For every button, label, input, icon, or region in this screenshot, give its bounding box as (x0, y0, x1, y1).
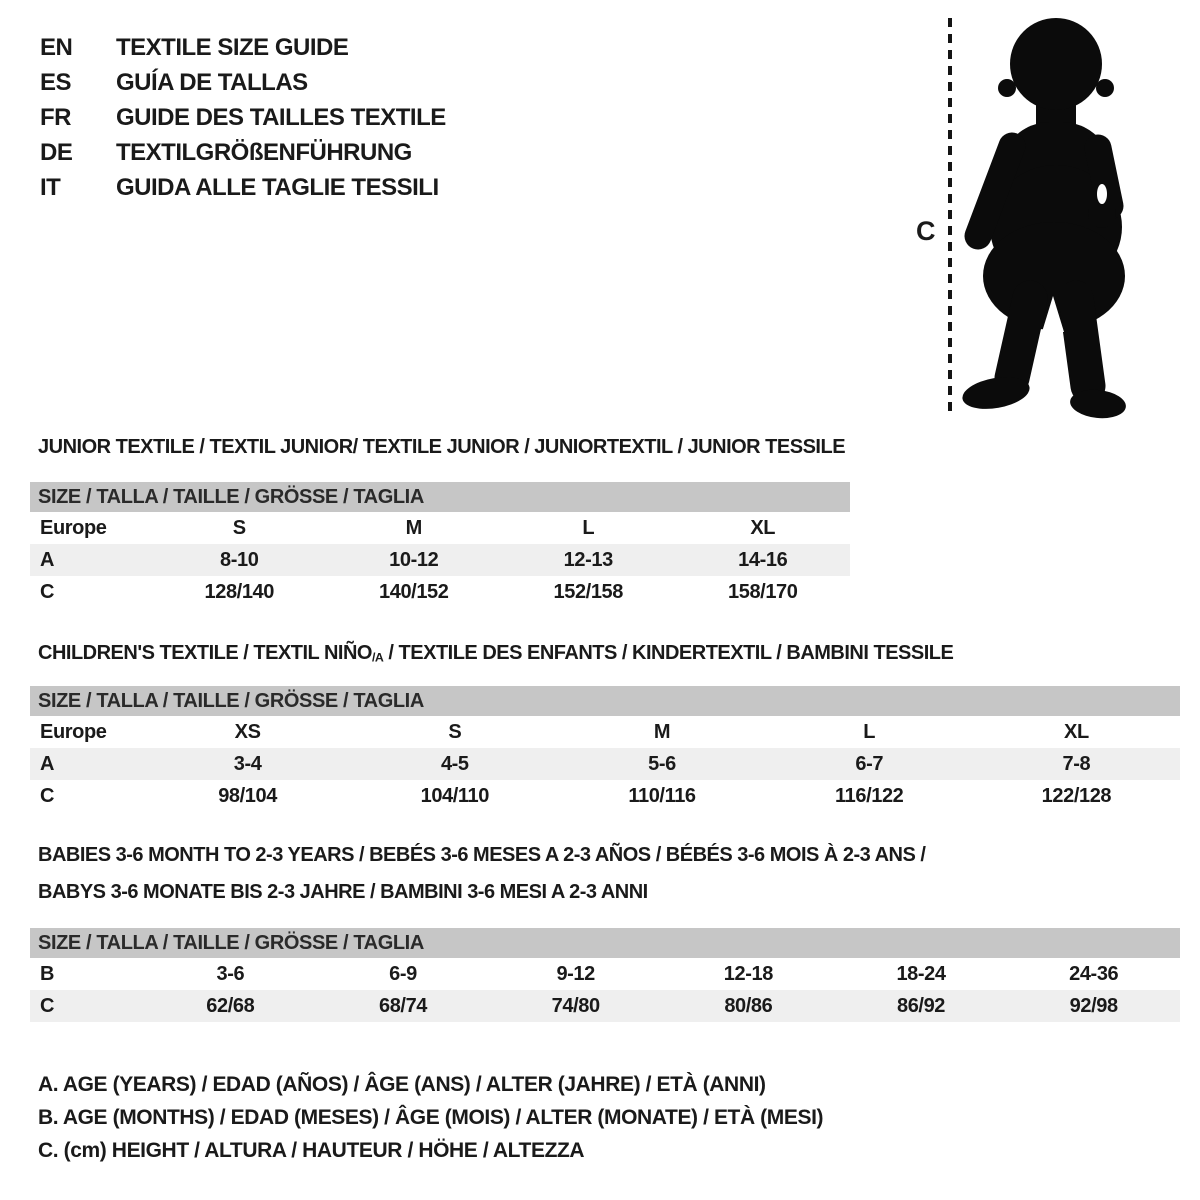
height-cell: 110/116 (628, 784, 696, 807)
row-label: Europe (40, 720, 107, 743)
size-cell: L (582, 516, 595, 539)
height-cell: 128/140 (204, 580, 274, 603)
months-cell: 3-6 (216, 962, 245, 985)
size-cell: M (653, 720, 671, 743)
table-row-age (30, 544, 850, 576)
age-cell: 14-16 (738, 548, 788, 571)
guide-title-en: TEXTILE SIZE GUIDE (116, 34, 349, 61)
children-size-table (30, 686, 1180, 812)
language-row-de (40, 135, 446, 170)
size-cell: M (405, 516, 422, 539)
row-label: A (40, 548, 55, 571)
silhouette-right-ear (1096, 79, 1114, 97)
size-header-band: SIZE / TALLA / TAILLE / GRÖSSE / TAGLIA (30, 928, 1180, 958)
height-cell: 140/152 (379, 580, 449, 603)
size-cell: S (232, 516, 246, 539)
height-cell: 152/158 (553, 580, 623, 603)
children-title-subscript: /A (371, 650, 384, 665)
height-cell: 86/92 (896, 994, 946, 1017)
language-title-list (40, 30, 446, 205)
height-cell: 104/110 (420, 784, 489, 807)
guide-title-fr: GUIDE DES TAILLES TEXTILE (116, 104, 446, 131)
table-row-height (30, 780, 1180, 812)
size-cell: XL (750, 516, 776, 539)
months-cell: 6-9 (389, 962, 417, 985)
language-code: FR (40, 104, 71, 131)
row-label: B (40, 962, 55, 985)
months-cell: 18-24 (896, 962, 946, 985)
height-cell: 62/68 (206, 994, 255, 1017)
age-cell: 12-13 (563, 548, 613, 571)
size-cell: XL (1064, 720, 1089, 743)
size-cell: XS (234, 720, 261, 743)
toddler-silhouette-icon (952, 14, 1147, 422)
size-cell: S (448, 720, 462, 743)
height-measure-label: C (916, 216, 936, 246)
table-row-europe (30, 716, 1180, 748)
size-header-band: SIZE / TALLA / TAILLE / GRÖSSE / TAGLIA (30, 686, 1180, 716)
age-cell: 7-8 (1062, 752, 1091, 775)
row-label: C (40, 994, 55, 1017)
silhouette-right-hand (1088, 200, 1116, 228)
row-label: C (40, 580, 55, 603)
size-cell: L (863, 720, 876, 743)
junior-section-title: JUNIOR TEXTILE / TEXTIL JUNIOR/ TEXTILE JUNIOR / JUNIORTEXTIL / JUNIOR TESSILE (38, 436, 846, 458)
language-code: IT (40, 174, 61, 201)
babies-title-line2: BABYS 3-6 MONATE BIS 2-3 JAHRE / BAMBINI 3-6 MESI A 2-3 ANNI (38, 881, 648, 903)
height-cell: 80/86 (724, 994, 773, 1017)
language-row-en (40, 30, 446, 65)
guide-title-it: GUIDA ALLE TAGLIE TESSILI (116, 174, 439, 201)
babies-size-table (30, 928, 1180, 1022)
guide-title-de: TEXTILGRÖßENFÜHRUNG (116, 139, 412, 166)
table-row-age (30, 748, 1180, 780)
months-cell: 24-36 (1069, 962, 1119, 985)
babies-section-title (38, 837, 925, 911)
age-cell: 10-12 (389, 548, 439, 571)
language-row-it (40, 170, 446, 205)
height-cell: 68/74 (378, 994, 428, 1017)
language-code: EN (40, 34, 73, 61)
age-cell: 6-7 (855, 752, 884, 775)
language-row-fr (40, 100, 446, 135)
silhouette-left-ear (998, 79, 1016, 97)
children-title-prefix: CHILDREN'S TEXTILE / TEXTIL NIÑO (38, 642, 372, 664)
age-cell: 8-10 (220, 548, 259, 571)
age-cell: 5-6 (648, 752, 676, 775)
age-cell: 4-5 (440, 752, 469, 775)
guide-title-es: GUÍA DE TALLAS (116, 69, 308, 96)
height-cell: 74/80 (551, 994, 600, 1017)
junior-size-table (30, 482, 850, 608)
size-header-band: SIZE / TALLA / TAILLE / GRÖSSE / TAGLIA (30, 482, 850, 512)
table-row-months (30, 958, 1180, 990)
row-label: Europe (40, 516, 107, 539)
height-cell: 158/170 (728, 580, 798, 603)
silhouette-left-leg (1012, 298, 1030, 378)
height-cell: 92/98 (1069, 994, 1118, 1017)
legend-line-a: A. AGE (YEARS) / EDAD (AÑOS) / ÂGE (ANS) / ALTER (JAHRE) / ETÀ (ANNI) (38, 1073, 766, 1096)
table-row-europe (30, 512, 850, 544)
legend-line-b: B. AGE (MONTHS) / EDAD (MESES) / ÂGE (MOIS) / ALTER (MONATE) / ETÀ (MESI) (38, 1106, 824, 1129)
silhouette-head (1010, 18, 1102, 110)
children-title-suffix: / TEXTILE DES ENFANTS / KINDERTEXTIL / BAMBINI TESSILE (383, 642, 954, 664)
height-cell: 116/122 (835, 784, 904, 807)
table-row-height (30, 576, 850, 608)
children-section-title (38, 642, 953, 665)
row-label: A (40, 752, 55, 775)
months-cell: 9-12 (556, 962, 595, 985)
language-code: ES (40, 69, 72, 96)
legend-line-c: C. (cm) HEIGHT / ALTURA / HAUTEUR / HÖHE / ALTEZZA (38, 1139, 585, 1162)
height-cell: 98/104 (218, 784, 277, 807)
age-cell: 3-4 (233, 752, 262, 775)
measurement-legend (38, 1068, 823, 1167)
language-row-es (40, 65, 446, 100)
language-code: DE (40, 139, 73, 166)
row-label: C (40, 784, 55, 807)
babies-title-line1: BABIES 3-6 MONTH TO 2-3 YEARS / BEBÉS 3-6 MESES A 2-3 AÑOS / BÉBÉS 3-6 MOIS À 2-3 ANS / (38, 844, 926, 866)
table-row-height (30, 990, 1180, 1022)
silhouette-right-leg (1076, 298, 1088, 386)
height-cell: 122/128 (1041, 784, 1112, 807)
months-cell: 12-18 (723, 962, 773, 985)
